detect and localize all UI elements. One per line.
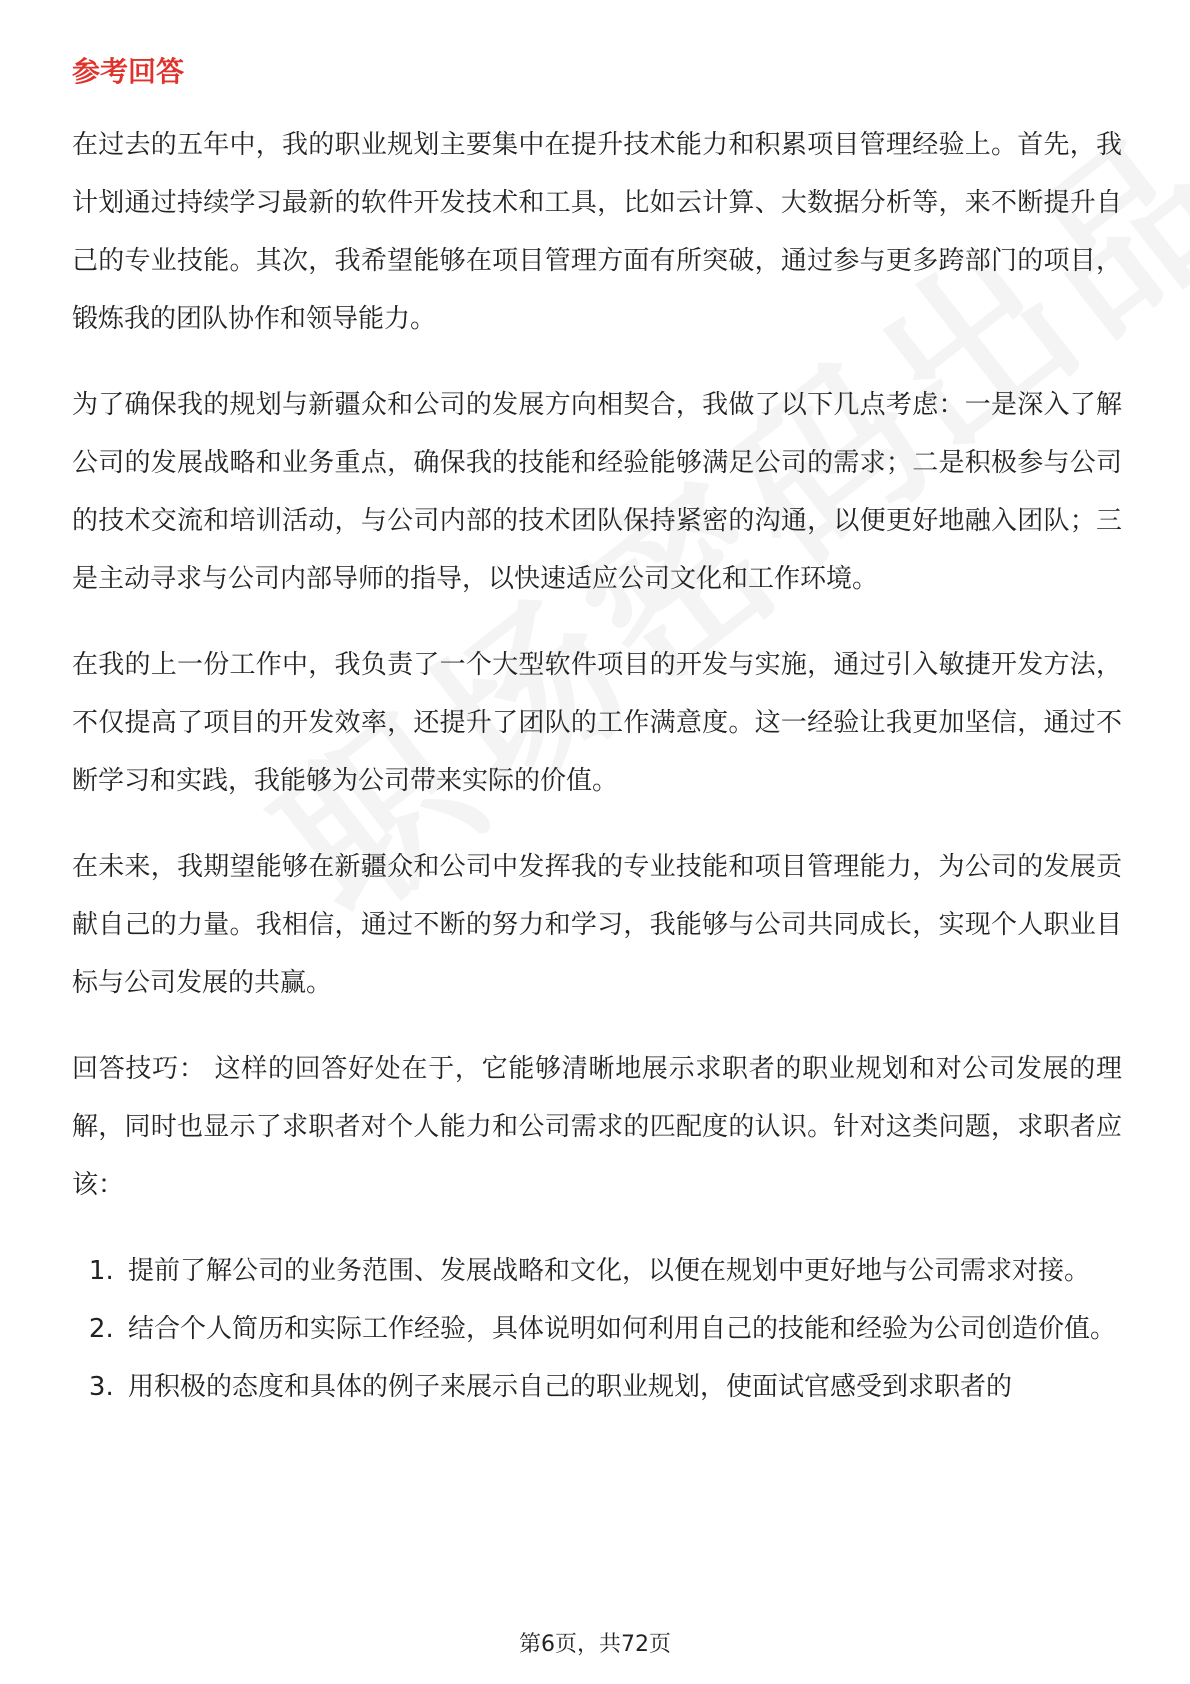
paragraph-future-outlook: 在未来，我期望能够在新疆众和公司中发挥我的专业技能和项目管理能力，为公司的发展贡献自己的力量。我相信，通过不断的努力和学习，我能够与公司共同成长，实现个人职业目标与公司发展的共赢。	[72, 852, 1122, 998]
tips-list	[72, 1242, 1122, 1416]
answer-body	[72, 116, 1122, 1416]
page-number: 第6页，共72页	[519, 1632, 671, 1657]
paragraph-career-plan: 在过去的五年中，我的职业规划主要集中在提升技术能力和积累项目管理经验上。首先，我计划通过持续学习最新的软件开发技术和工具，比如云计算、大数据分析等，来不断提升自己的专业技能。其次，我希望能够在项目管理方面有所突破，通过参与更多跨部门的项目，锻炼我的团队协作和领导能力。	[72, 130, 1122, 334]
list-item: 1. 提前了解公司的业务范围、发展战略和文化，以便在规划中更好地与公司需求对接。	[122, 1242, 1122, 1300]
paragraph-company-alignment: 为了确保我的规划与新疆众和公司的发展方向相契合，我做了以下几点考虑：一是深入了解公司的发展战略和业务重点，确保我的技能和经验能够满足公司的需求；二是积极参与公司的技术交流和培训活动，与公司内部的技术团队保持紧密的沟通，以便更好地融入团队；三是主动寻求与公司内部导师的指导，以快速适应公司文化和工作环境。	[72, 390, 1122, 594]
paragraph-past-experience: 在我的上一份工作中，我负责了一个大型软件项目的开发与实施，通过引入敏捷开发方法，不仅提高了项目的开发效率，还提升了团队的工作满意度。这一经验让我更加坚信，通过不断学习和实践，我能够为公司带来实际的价值。	[72, 650, 1122, 796]
section-heading: 参考回答	[72, 55, 185, 88]
list-item: 3. 用积极的态度和具体的例子来展示自己的职业规划，使面试官感受到求职者的	[122, 1358, 1122, 1416]
list-item: 2. 结合个人简历和实际工作经验，具体说明如何利用自己的技能和经验为公司创造价值。	[122, 1300, 1122, 1358]
paragraph-answer-tips: 回答技巧： 这样的回答好处在于，它能够清晰地展示求职者的职业规划和对公司发展的理解，同时也显示了求职者对个人能力和公司需求的匹配度的认识。针对这类问题，求职者应该：	[72, 1054, 1122, 1200]
